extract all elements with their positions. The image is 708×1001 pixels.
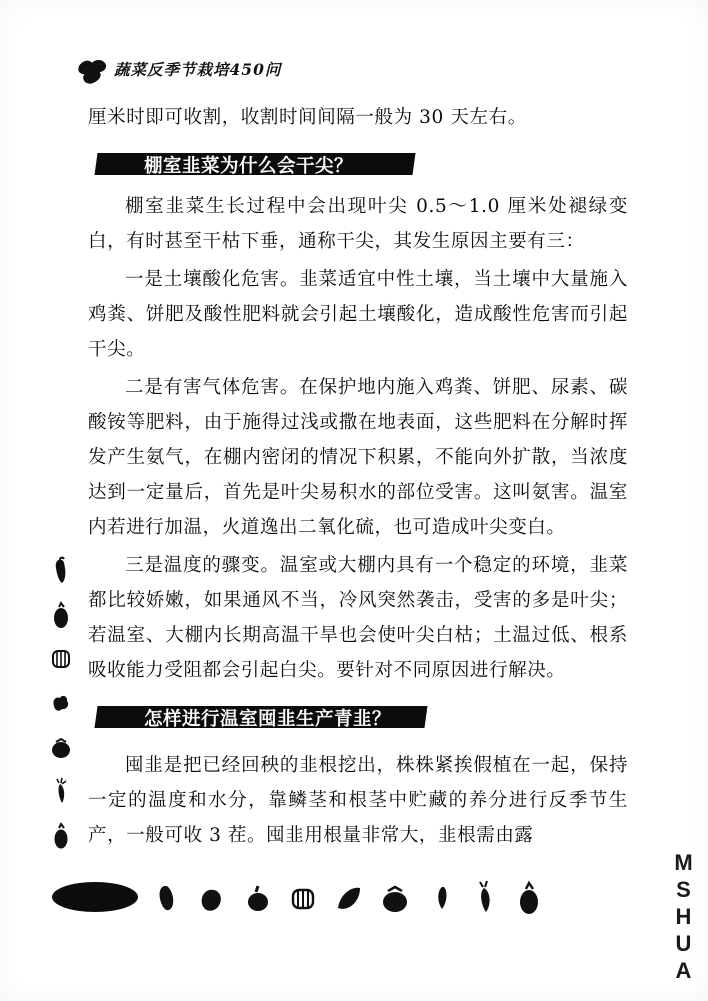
- tomato-icon: [376, 878, 414, 918]
- page-content: [88, 100, 628, 856]
- eggplant-icon: [46, 600, 76, 630]
- section-title-1: 棚室韭菜为什么会干尖？: [144, 156, 354, 177]
- eggplant-icon: [46, 820, 76, 850]
- paragraph-3: 二是有害气体危害。在保护地内施入鸡粪、饼肥、尿素、碳酸铵等肥料，由于施得过浅或撒在地表面，这些肥料在分解时挥发产生氨气，在棚内密闭的情况下积累，不能向外扩散，当浓度达到一定量后，首先是叶尖易积水的部位受害。这叫氨害。温室内若进行加温，火道逸出二氧化硫，也可造成叶尖变白。: [88, 377, 628, 538]
- leaf-icon: [330, 878, 368, 918]
- black-oval-ornament: [52, 882, 138, 912]
- watermark-text: MSHUA: [671, 850, 696, 985]
- squash-icon: [192, 878, 230, 918]
- vegetable-cluster-icon: [78, 60, 112, 86]
- paragraph-2: 一是土壤酸化危害。韭菜适宜中性土壤，当土壤中大量施入鸡粪、饼肥及酸性肥料就会引起土壤酸化，造成酸性危害而引起干尖。: [88, 269, 628, 360]
- pepper-icon: [46, 556, 76, 586]
- carrot-icon: [46, 776, 76, 806]
- tomato-icon: [46, 732, 76, 762]
- paragraph-1: 棚室韭菜生长过程中会出现叶尖 0.5～1.0 厘米处褪绿变白，有时甚至干枯下垂，通称干尖，其发生原因主要有三：: [88, 196, 628, 252]
- section-heading-2: [88, 704, 628, 734]
- paragraph-5: 囤韭是把已经回秧的韭根挖出，株株紧挨假植在一起，保持一定的温度和水分，靠鳞茎和根茎中贮藏的养分进行反季节生产，一般可收 3 茬。囤韭用根量非常大，韭根需由露: [88, 755, 628, 846]
- section-heading-1: [88, 151, 628, 181]
- ginger-icon: [46, 688, 76, 718]
- paragraph-continuation: 厘米时即可收割，收割时间间隔一般为 30 天左右。: [88, 107, 527, 128]
- chili-icon: [424, 878, 462, 918]
- page-header: [78, 58, 638, 92]
- gourd-icon: [238, 878, 276, 918]
- corn-icon: [46, 644, 76, 674]
- bottom-ornament-strip: [52, 878, 612, 924]
- book-running-title: 蔬菜反季节栽培450问: [114, 60, 282, 79]
- paragraph-4: 三是温度的骤变。温室或大棚内具有一个稳定的环境，韭菜都比较娇嫩，如果通风不当，冷风突然袭击，受害的多是叶尖；若温室、大棚内长期高温干旱也会使叶尖白枯；土温过低、根系吸收能力受阻都会引起白尖。要针对不同原因进行解决。: [88, 555, 628, 681]
- section-title-2: 怎样进行温室囤韭生产青韭？: [144, 709, 392, 730]
- corn-icon: [284, 878, 322, 918]
- eggplant-icon: [510, 878, 548, 918]
- pepper-icon: [148, 878, 186, 918]
- carrot-icon: [466, 878, 504, 918]
- left-margin-icon-strip: [46, 556, 80, 872]
